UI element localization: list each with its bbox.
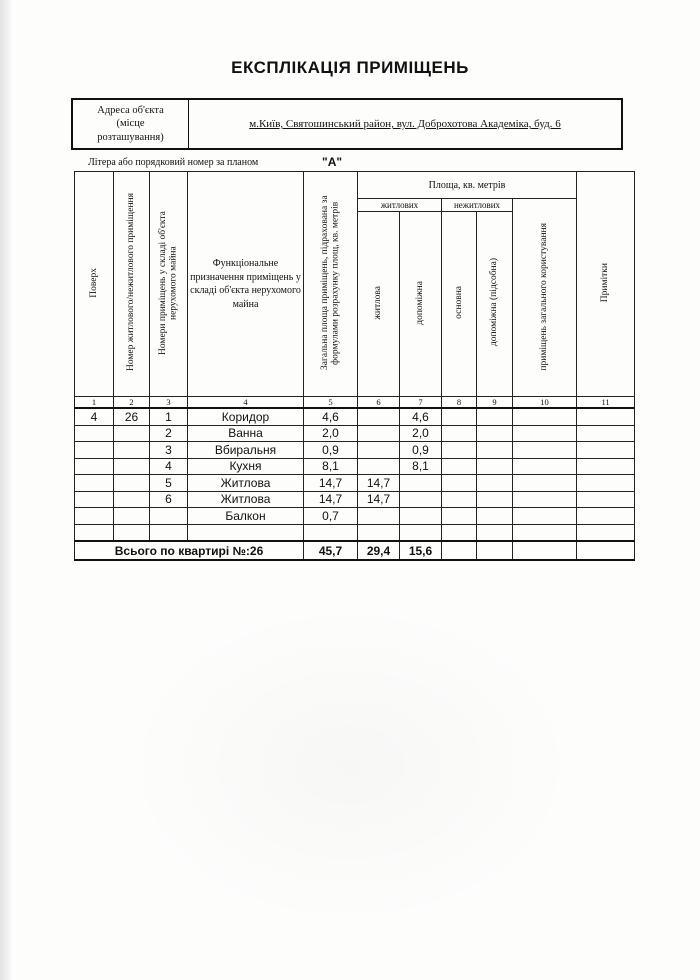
cell-empty [513, 524, 577, 541]
cell-empty [513, 541, 577, 560]
col-number: 10 [513, 397, 577, 409]
cell-empty [513, 458, 577, 475]
cell-function [188, 524, 304, 541]
cell-living [358, 524, 400, 541]
col-number: 1 [75, 397, 114, 409]
cell-floor [75, 491, 114, 508]
address-label-line2: (місце [116, 118, 145, 130]
cell-floor [75, 442, 114, 459]
cell-empty [477, 442, 513, 459]
cell-living [358, 458, 400, 475]
cell-total-area: 14,7 [304, 491, 358, 508]
col-number: 5 [304, 397, 358, 409]
cell-empty [577, 408, 635, 425]
cell-function: Коридор [188, 408, 304, 425]
cell-floor [75, 475, 114, 492]
header-living-group: житлових [358, 199, 442, 212]
cell-empty [577, 524, 635, 541]
cell-empty [442, 541, 477, 560]
cell-function: Вбиральня [188, 442, 304, 459]
cell-empty [577, 491, 635, 508]
cell-function: Житлова [188, 475, 304, 492]
table-row [75, 475, 635, 492]
cell-auxiliary [400, 475, 442, 492]
col-number: 8 [442, 397, 477, 409]
header-notes: Примітки [577, 172, 635, 397]
cell-empty [577, 508, 635, 525]
table-row [75, 508, 635, 525]
cell-floor [75, 524, 114, 541]
cell-empty [442, 475, 477, 492]
header-row-1 [75, 172, 635, 199]
cell-apartment: 26 [114, 408, 150, 425]
litera-value: "А" [322, 155, 343, 169]
cell-auxiliary [400, 491, 442, 508]
document-title: ЕКСПЛІКАЦІЯ ПРИМІЩЕНЬ [231, 58, 469, 77]
cell-living [358, 508, 400, 525]
header-area-group: Площа, кв. метрів [358, 172, 577, 199]
cell-empty [513, 408, 577, 425]
address-value: м.Київ, Святошинський район, вул. Доброхотова Академіка, буд. 6 [249, 118, 561, 130]
address-label [73, 100, 189, 148]
cell-auxiliary: 8,1 [400, 458, 442, 475]
cell-living: 14,7 [358, 491, 400, 508]
header-function: Функціональне призначення приміщень у складі об'єкта нерухомого майна [188, 172, 304, 397]
cell-total-area: 14,7 [304, 475, 358, 492]
total-label: Всього по квартирі №:26 [75, 541, 304, 560]
address-box [71, 98, 623, 150]
header-floor: Поверх [75, 172, 114, 397]
cell-empty [513, 425, 577, 442]
header-auxiliary: допоміжна [400, 212, 442, 397]
header-apartment-number: Номер житлового/нежитлового приміщення [114, 172, 150, 397]
cell-total-area: 2,0 [304, 425, 358, 442]
scan-background-smudge [120, 600, 580, 930]
table-row [75, 425, 635, 442]
cell-empty [577, 458, 635, 475]
cell-empty [442, 408, 477, 425]
cell-living [358, 425, 400, 442]
cell-empty [477, 475, 513, 492]
column-number-row [75, 397, 635, 409]
cell-empty [477, 508, 513, 525]
cell-total-area: 8,1 [304, 458, 358, 475]
cell-total-area: 0,7 [304, 508, 358, 525]
cell-empty [442, 458, 477, 475]
col-number: 2 [114, 397, 150, 409]
cell-living [358, 442, 400, 459]
table-row [75, 458, 635, 475]
cell-living [358, 408, 400, 425]
cell-floor [75, 508, 114, 525]
litera-label: Літера або порядковий номер за планом [88, 157, 259, 168]
cell-auxiliary [400, 524, 442, 541]
cell-function: Житлова [188, 491, 304, 508]
cell-empty [477, 425, 513, 442]
cell-empty [513, 475, 577, 492]
total-row [75, 541, 635, 560]
cell-empty [577, 442, 635, 459]
cell-total-area: 4,6 [304, 408, 358, 425]
cell-living: 14,7 [358, 475, 400, 492]
cell-room: 1 [150, 408, 188, 425]
table-row [75, 524, 635, 541]
cell-empty [442, 491, 477, 508]
cell-total-area [304, 524, 358, 541]
cell-floor [75, 458, 114, 475]
cell-apartment [114, 491, 150, 508]
cell-room [150, 508, 188, 525]
total-area-value: 45,7 [304, 541, 358, 560]
cell-room: 5 [150, 475, 188, 492]
cell-empty [442, 508, 477, 525]
cell-empty [442, 442, 477, 459]
cell-room: 2 [150, 425, 188, 442]
cell-room: 4 [150, 458, 188, 475]
cell-floor [75, 425, 114, 442]
cell-empty [442, 425, 477, 442]
cell-room: 3 [150, 442, 188, 459]
header-main: основна [442, 212, 477, 397]
col-number: 6 [358, 397, 400, 409]
cell-auxiliary: 2,0 [400, 425, 442, 442]
cell-empty [513, 508, 577, 525]
header-common-use: приміщень загального користування [513, 199, 577, 397]
address-label-line1: Адреса об'єкта [97, 105, 164, 117]
cell-apartment [114, 524, 150, 541]
total-auxiliary-value: 15,6 [400, 541, 442, 560]
cell-apartment [114, 442, 150, 459]
cell-apartment [114, 458, 150, 475]
cell-empty [442, 524, 477, 541]
cell-empty [477, 524, 513, 541]
table-row [75, 408, 635, 425]
cell-auxiliary: 0,9 [400, 442, 442, 459]
table-row [75, 442, 635, 459]
cell-auxiliary [400, 508, 442, 525]
cell-room [150, 524, 188, 541]
header-nonliving-group: нежитлових [442, 199, 513, 212]
col-number: 4 [188, 397, 304, 409]
cell-empty [477, 541, 513, 560]
rooms-table [74, 171, 635, 561]
scan-edge-shadow [0, 0, 12, 980]
cell-function: Балкон [188, 508, 304, 525]
cell-empty [577, 425, 635, 442]
col-number: 11 [577, 397, 635, 409]
cell-empty [513, 442, 577, 459]
cell-empty [513, 491, 577, 508]
cell-floor: 4 [75, 408, 114, 425]
cell-function: Ванна [188, 425, 304, 442]
cell-auxiliary: 4,6 [400, 408, 442, 425]
table-row [75, 491, 635, 508]
header-total-area: Загальна площа приміщень, підрахована за формулами розрахунку площ, кв. метрів [304, 172, 358, 397]
cell-apartment [114, 425, 150, 442]
cell-empty [477, 491, 513, 508]
cell-empty [577, 475, 635, 492]
address-label-line3: розташування) [97, 131, 164, 143]
cell-apartment [114, 475, 150, 492]
cell-total-area: 0,9 [304, 442, 358, 459]
cell-empty [477, 458, 513, 475]
total-living-value: 29,4 [358, 541, 400, 560]
header-living: житлова [358, 212, 400, 397]
col-number: 9 [477, 397, 513, 409]
header-room-number: Номери приміщень у складі об'єкта нерухомого майна [150, 172, 188, 397]
cell-function: Кухня [188, 458, 304, 475]
cell-empty [477, 408, 513, 425]
col-number: 3 [150, 397, 188, 409]
header-aux-subsidiary: допоміжна (підсобна) [477, 212, 513, 397]
col-number: 7 [400, 397, 442, 409]
cell-room: 6 [150, 491, 188, 508]
cell-apartment [114, 508, 150, 525]
cell-empty [577, 541, 635, 560]
